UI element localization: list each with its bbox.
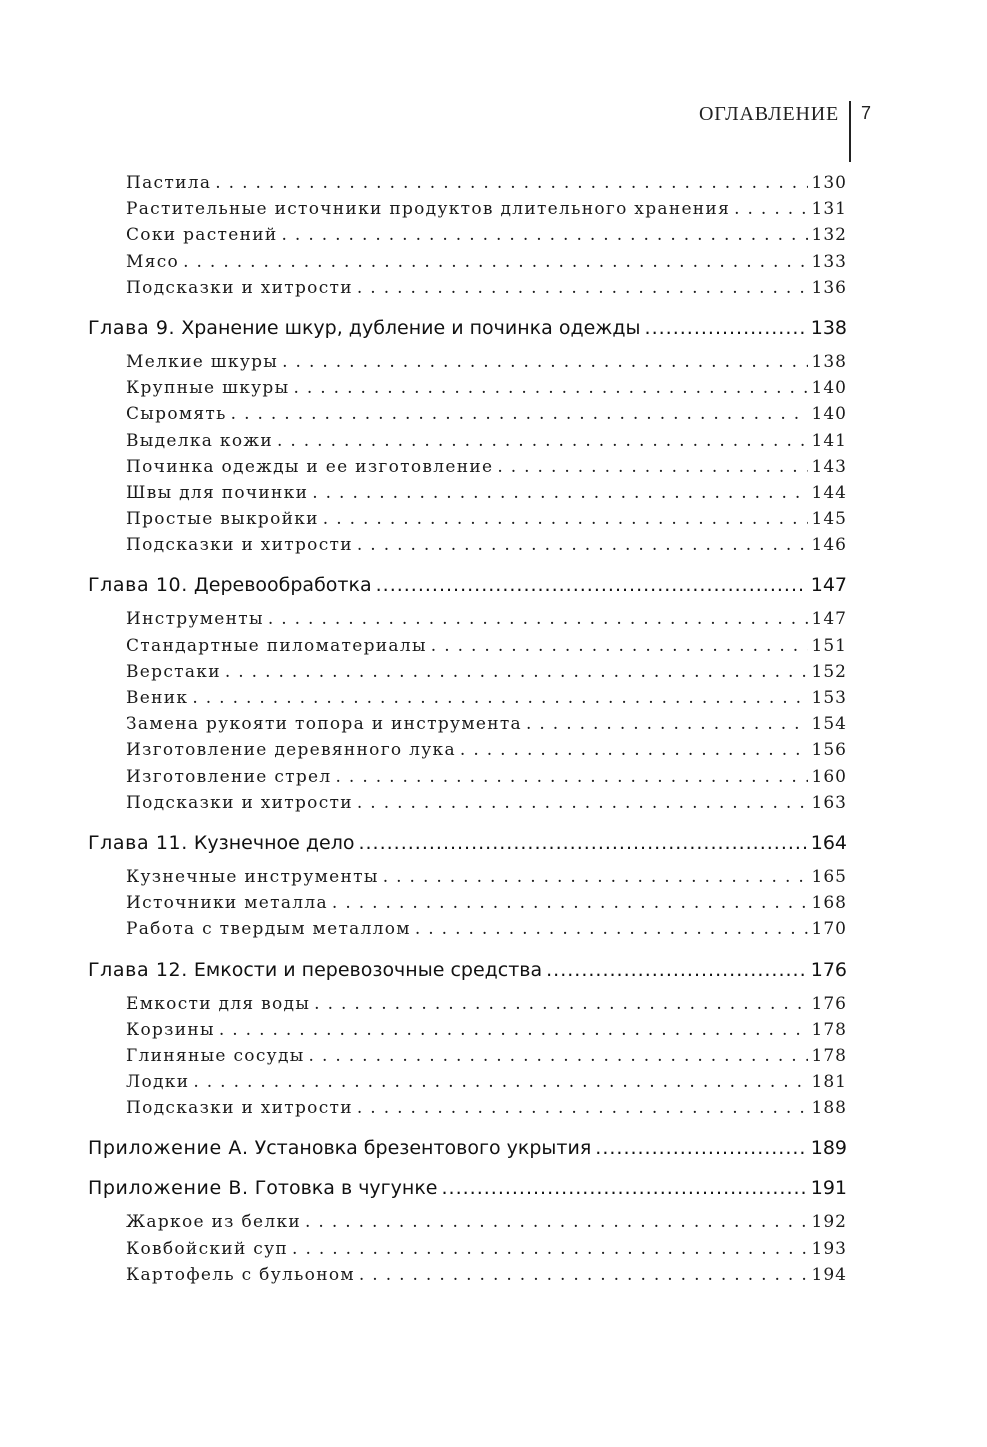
toc-section-entry[interactable] bbox=[126, 606, 847, 632]
toc-section-entry[interactable] bbox=[126, 1043, 847, 1069]
section-page-number: 170 bbox=[811, 919, 847, 940]
chapter-heading bbox=[88, 572, 372, 598]
dot-leader bbox=[219, 1017, 808, 1043]
dot-leader bbox=[526, 711, 808, 737]
toc-section-entry[interactable] bbox=[126, 864, 847, 890]
dot-leader bbox=[734, 196, 807, 222]
section-title: Подсказки и хитрости bbox=[126, 277, 353, 298]
toc-group bbox=[88, 315, 847, 559]
section-title: Швы для починки bbox=[126, 482, 309, 503]
dot-leader bbox=[546, 957, 807, 983]
dot-leader bbox=[358, 830, 806, 856]
chapter-title: Кузнечное дело bbox=[193, 831, 355, 854]
toc-section-entry[interactable] bbox=[126, 1017, 847, 1043]
dot-leader bbox=[268, 606, 808, 632]
toc-section-entry[interactable] bbox=[126, 916, 847, 942]
section-page-number: 194 bbox=[811, 1264, 847, 1285]
section-page-number: 181 bbox=[811, 1072, 847, 1093]
section-title: Работа с твердым металлом bbox=[126, 919, 411, 940]
section-title: Ковбойский суп bbox=[126, 1238, 289, 1259]
chapter-heading bbox=[88, 315, 641, 341]
section-title: Изготовление стрел bbox=[126, 766, 332, 787]
dot-leader bbox=[359, 1262, 808, 1288]
section-page-number: 145 bbox=[811, 509, 847, 530]
toc-group bbox=[88, 1135, 847, 1161]
toc-group bbox=[88, 957, 847, 1122]
section-page-number: 163 bbox=[811, 792, 847, 813]
section-page-number: 140 bbox=[811, 378, 847, 399]
section-page-number: 176 bbox=[811, 993, 847, 1014]
dot-leader bbox=[415, 916, 808, 942]
table-of-contents bbox=[88, 170, 847, 1302]
toc-section-entry[interactable] bbox=[126, 196, 847, 222]
toc-section-entry[interactable] bbox=[126, 1069, 847, 1095]
section-page-number: 144 bbox=[811, 482, 847, 503]
dot-leader bbox=[336, 764, 808, 790]
toc-section-entry[interactable] bbox=[126, 991, 847, 1017]
section-title: Подсказки и хитрости bbox=[126, 535, 353, 556]
toc-section-entry[interactable] bbox=[126, 275, 847, 301]
toc-section-entry[interactable] bbox=[126, 375, 847, 401]
dot-leader bbox=[277, 428, 808, 454]
dot-leader bbox=[183, 249, 807, 275]
chapter-page-number: 147 bbox=[810, 574, 847, 597]
section-title: Инструменты bbox=[126, 609, 264, 630]
dot-leader bbox=[215, 170, 807, 196]
toc-chapter-entry[interactable] bbox=[88, 1175, 847, 1201]
toc-section-entry[interactable] bbox=[126, 1209, 847, 1235]
toc-chapter-entry[interactable] bbox=[88, 1135, 847, 1161]
dot-leader bbox=[309, 1043, 808, 1069]
chapter-heading bbox=[88, 830, 354, 856]
chapter-heading bbox=[88, 957, 542, 983]
toc-section-entry[interactable] bbox=[126, 764, 847, 790]
toc-section-entry[interactable] bbox=[126, 401, 847, 427]
chapter-label: Приложение А. bbox=[88, 1137, 249, 1160]
section-title: Стандартные пиломатериалы bbox=[126, 635, 427, 656]
header-divider bbox=[849, 101, 851, 162]
chapter-label: Глава 11. bbox=[88, 831, 188, 854]
dot-leader bbox=[383, 864, 808, 890]
chapter-title: Деревообработка bbox=[193, 574, 372, 597]
toc-section-entry[interactable] bbox=[126, 170, 847, 196]
dot-leader bbox=[332, 890, 808, 916]
dot-leader bbox=[376, 572, 807, 598]
dot-leader bbox=[292, 1236, 808, 1262]
section-title: Мелкие шкуры bbox=[126, 351, 279, 372]
chapter-page-number: 176 bbox=[810, 958, 847, 981]
section-page-number: 143 bbox=[811, 456, 847, 477]
chapter-page-number: 191 bbox=[810, 1177, 847, 1200]
toc-chapter-entry[interactable] bbox=[88, 315, 847, 341]
section-page-number: 154 bbox=[811, 714, 847, 735]
chapter-title: Готовка в чугунке bbox=[254, 1177, 438, 1200]
toc-group bbox=[88, 1175, 847, 1288]
section-title: Глиняные сосуды bbox=[126, 1045, 305, 1066]
section-title: Починка одежды и ее изготовление bbox=[126, 456, 494, 477]
toc-section-entry[interactable] bbox=[126, 428, 847, 454]
toc-section-entry[interactable] bbox=[126, 890, 847, 916]
dot-leader bbox=[305, 1209, 808, 1235]
toc-section-entry[interactable] bbox=[126, 249, 847, 275]
section-title: Простые выкройки bbox=[126, 509, 319, 530]
toc-section-entry[interactable] bbox=[126, 790, 847, 816]
toc-section-entry[interactable] bbox=[126, 222, 847, 248]
dot-leader bbox=[231, 401, 808, 427]
toc-group bbox=[88, 170, 847, 301]
section-page-number: 165 bbox=[811, 866, 847, 887]
dot-leader bbox=[282, 349, 807, 375]
page-number: 7 bbox=[861, 103, 872, 123]
section-page-number: 156 bbox=[811, 740, 847, 761]
chapter-label: Приложение В. bbox=[88, 1177, 249, 1200]
section-page-number: 178 bbox=[811, 1019, 847, 1040]
toc-group bbox=[88, 572, 847, 816]
toc-section-entry[interactable] bbox=[126, 711, 847, 737]
dot-leader bbox=[293, 375, 807, 401]
chapter-title: Установка брезентового укрытия bbox=[254, 1137, 592, 1160]
section-title: Замена рукояти топора и инструмента bbox=[126, 714, 522, 735]
section-page-number: 192 bbox=[811, 1212, 847, 1233]
dot-leader bbox=[314, 991, 807, 1017]
dot-leader bbox=[357, 275, 808, 301]
section-title: Корзины bbox=[126, 1019, 215, 1040]
section-page-number: 151 bbox=[811, 635, 847, 656]
section-title: Кузнечные инструменты bbox=[126, 866, 379, 887]
section-page-number: 152 bbox=[811, 661, 847, 682]
section-page-number: 130 bbox=[811, 173, 847, 193]
toc-chapter-entry[interactable] bbox=[88, 957, 847, 983]
section-title: Соки растений bbox=[126, 225, 278, 246]
section-title: Жаркое из белки bbox=[126, 1212, 301, 1233]
dot-leader bbox=[323, 506, 808, 532]
section-page-number: 168 bbox=[811, 893, 847, 914]
chapter-label: Глава 9. bbox=[88, 316, 176, 339]
section-page-number: 153 bbox=[811, 688, 847, 708]
toc-section-entry[interactable] bbox=[126, 454, 847, 480]
dot-leader bbox=[645, 315, 807, 341]
chapter-page-number: 189 bbox=[810, 1137, 847, 1160]
section-title: Источники металла bbox=[126, 893, 328, 914]
section-title: Крупные шкуры bbox=[126, 378, 290, 399]
chapter-title: Емкости и перевозочные средства bbox=[193, 958, 543, 981]
section-page-number: 138 bbox=[811, 351, 847, 372]
dot-leader bbox=[442, 1175, 807, 1201]
toc-section-entry[interactable] bbox=[126, 480, 847, 506]
section-title: Растительные источники продуктов длительного хранения bbox=[126, 199, 731, 220]
chapter-label: Глава 10. bbox=[88, 574, 188, 597]
section-page-number: 178 bbox=[811, 1045, 847, 1066]
toc-section-entry[interactable] bbox=[126, 1095, 847, 1121]
toc-section-entry[interactable] bbox=[126, 1236, 847, 1262]
toc-chapter-entry[interactable] bbox=[88, 830, 847, 856]
toc-section-entry[interactable] bbox=[126, 532, 847, 558]
section-title: Изготовление деревянного лука bbox=[126, 740, 456, 761]
dot-leader bbox=[225, 659, 808, 685]
section-title: Пастила bbox=[126, 173, 212, 193]
dot-leader bbox=[282, 222, 808, 248]
dot-leader bbox=[357, 790, 808, 816]
chapter-page-number: 138 bbox=[810, 316, 847, 339]
chapter-page-number: 164 bbox=[810, 831, 847, 854]
section-page-number: 136 bbox=[811, 277, 847, 298]
section-page-number: 146 bbox=[811, 535, 847, 556]
dot-leader bbox=[460, 737, 808, 763]
dot-leader bbox=[312, 480, 807, 506]
section-title: Емкости для воды bbox=[126, 993, 311, 1014]
toc-section-entry[interactable] bbox=[126, 506, 847, 532]
section-title: Мясо bbox=[126, 251, 180, 272]
chapter-title: Хранение шкур, дубление и починка одежды bbox=[181, 316, 641, 339]
dot-leader bbox=[497, 454, 807, 480]
toc-section-entry[interactable] bbox=[126, 349, 847, 375]
section-title: Верстаки bbox=[126, 661, 221, 682]
section-title: Сыромять bbox=[126, 404, 227, 425]
section-title: Выделка кожи bbox=[126, 430, 273, 451]
section-page-number: 141 bbox=[811, 430, 847, 451]
toc-chapter-entry[interactable] bbox=[88, 572, 847, 598]
toc-section-entry[interactable] bbox=[126, 685, 847, 711]
dot-leader bbox=[192, 685, 807, 711]
section-page-number: 188 bbox=[811, 1098, 847, 1119]
section-title: Картофель с бульоном bbox=[126, 1264, 355, 1285]
toc-section-entry[interactable] bbox=[126, 659, 847, 685]
dot-leader bbox=[193, 1069, 807, 1095]
toc-group bbox=[88, 830, 847, 943]
section-title: Подсказки и хитрости bbox=[126, 792, 353, 813]
section-page-number: 132 bbox=[811, 225, 847, 246]
dot-leader bbox=[357, 532, 808, 558]
running-head-title: ОГЛАВЛЕНИЕ bbox=[699, 103, 839, 125]
section-title: Подсказки и хитрости bbox=[126, 1098, 353, 1119]
section-page-number: 147 bbox=[811, 609, 847, 630]
toc-section-entry[interactable] bbox=[126, 633, 847, 659]
chapter-heading bbox=[88, 1175, 438, 1201]
dot-leader bbox=[357, 1095, 808, 1121]
section-page-number: 193 bbox=[811, 1238, 847, 1259]
toc-section-entry[interactable] bbox=[126, 737, 847, 763]
toc-section-entry[interactable] bbox=[126, 1262, 847, 1288]
chapter-heading bbox=[88, 1135, 591, 1161]
dot-leader bbox=[431, 633, 808, 659]
section-title: Лодки bbox=[126, 1072, 190, 1093]
section-page-number: 140 bbox=[811, 404, 847, 425]
section-title: Веник bbox=[126, 688, 189, 708]
section-page-number: 160 bbox=[811, 766, 847, 787]
dot-leader bbox=[595, 1135, 806, 1161]
running-header bbox=[0, 101, 987, 163]
section-page-number: 131 bbox=[811, 199, 847, 220]
chapter-label: Глава 12. bbox=[88, 958, 188, 981]
section-page-number: 133 bbox=[811, 251, 847, 272]
